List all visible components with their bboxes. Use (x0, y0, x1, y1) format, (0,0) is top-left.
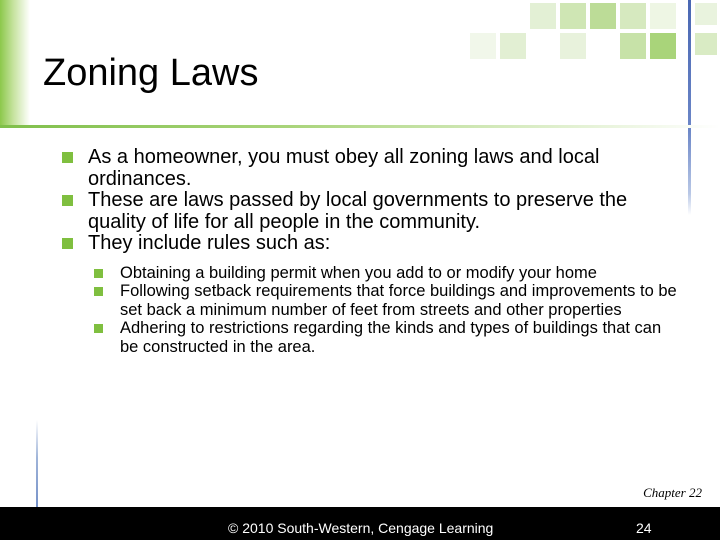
slide-title: Zoning Laws (43, 52, 259, 94)
decor-square (695, 33, 717, 55)
decor-square (500, 33, 526, 59)
decor-square (650, 3, 676, 29)
page-number: 24 (636, 520, 652, 536)
sub-bullet-text: Following setback requirements that force buildings and improvements to be set back a minimum number of feet from streets and other properties (120, 282, 677, 319)
bullet-square-icon (94, 287, 103, 296)
bullet-square-icon (94, 324, 103, 333)
sub-bullet-item (94, 264, 682, 283)
decor-square (695, 3, 717, 25)
chapter-label: Chapter 22 (643, 485, 702, 500)
decor-square (590, 3, 616, 29)
footer-bar (0, 507, 720, 540)
decor-square (620, 3, 646, 29)
bullet-square-icon (94, 269, 103, 278)
decor-square (650, 33, 676, 59)
sub-bullet-item (94, 282, 682, 319)
sub-bullet-text: Adhering to restrictions regarding the kinds and types of buildings that can be constructed in the area. (120, 319, 662, 356)
title-divider (0, 125, 720, 128)
bullet-text: These are laws passed by local governments to preserve the quality of life for all people in the community. (88, 189, 628, 233)
decor-square (470, 33, 496, 59)
decor-square (530, 3, 556, 29)
bullet-item (62, 190, 682, 233)
bullet-item (62, 147, 682, 190)
bullet-list (62, 147, 682, 356)
right-decor-line (688, 0, 691, 215)
bullet-square-icon (62, 238, 73, 249)
bullet-square-icon (62, 195, 73, 206)
left-decor-line (36, 420, 38, 515)
decor-square (560, 33, 586, 59)
bullet-square-icon (62, 152, 73, 163)
bullet-text: They include rules such as: (88, 232, 331, 254)
sub-bullet-list (94, 264, 682, 357)
sub-bullet-item (94, 319, 682, 356)
bullet-text: As a homeowner, you must obey all zoning laws and local ordinances. (88, 146, 600, 190)
copyright-text: © 2010 South-Western, Cengage Learning (228, 520, 494, 536)
bullet-item (62, 233, 682, 255)
sub-bullet-text: Obtaining a building permit when you add to or modify your home (120, 263, 597, 282)
decor-square (620, 33, 646, 59)
decor-square (560, 3, 586, 29)
